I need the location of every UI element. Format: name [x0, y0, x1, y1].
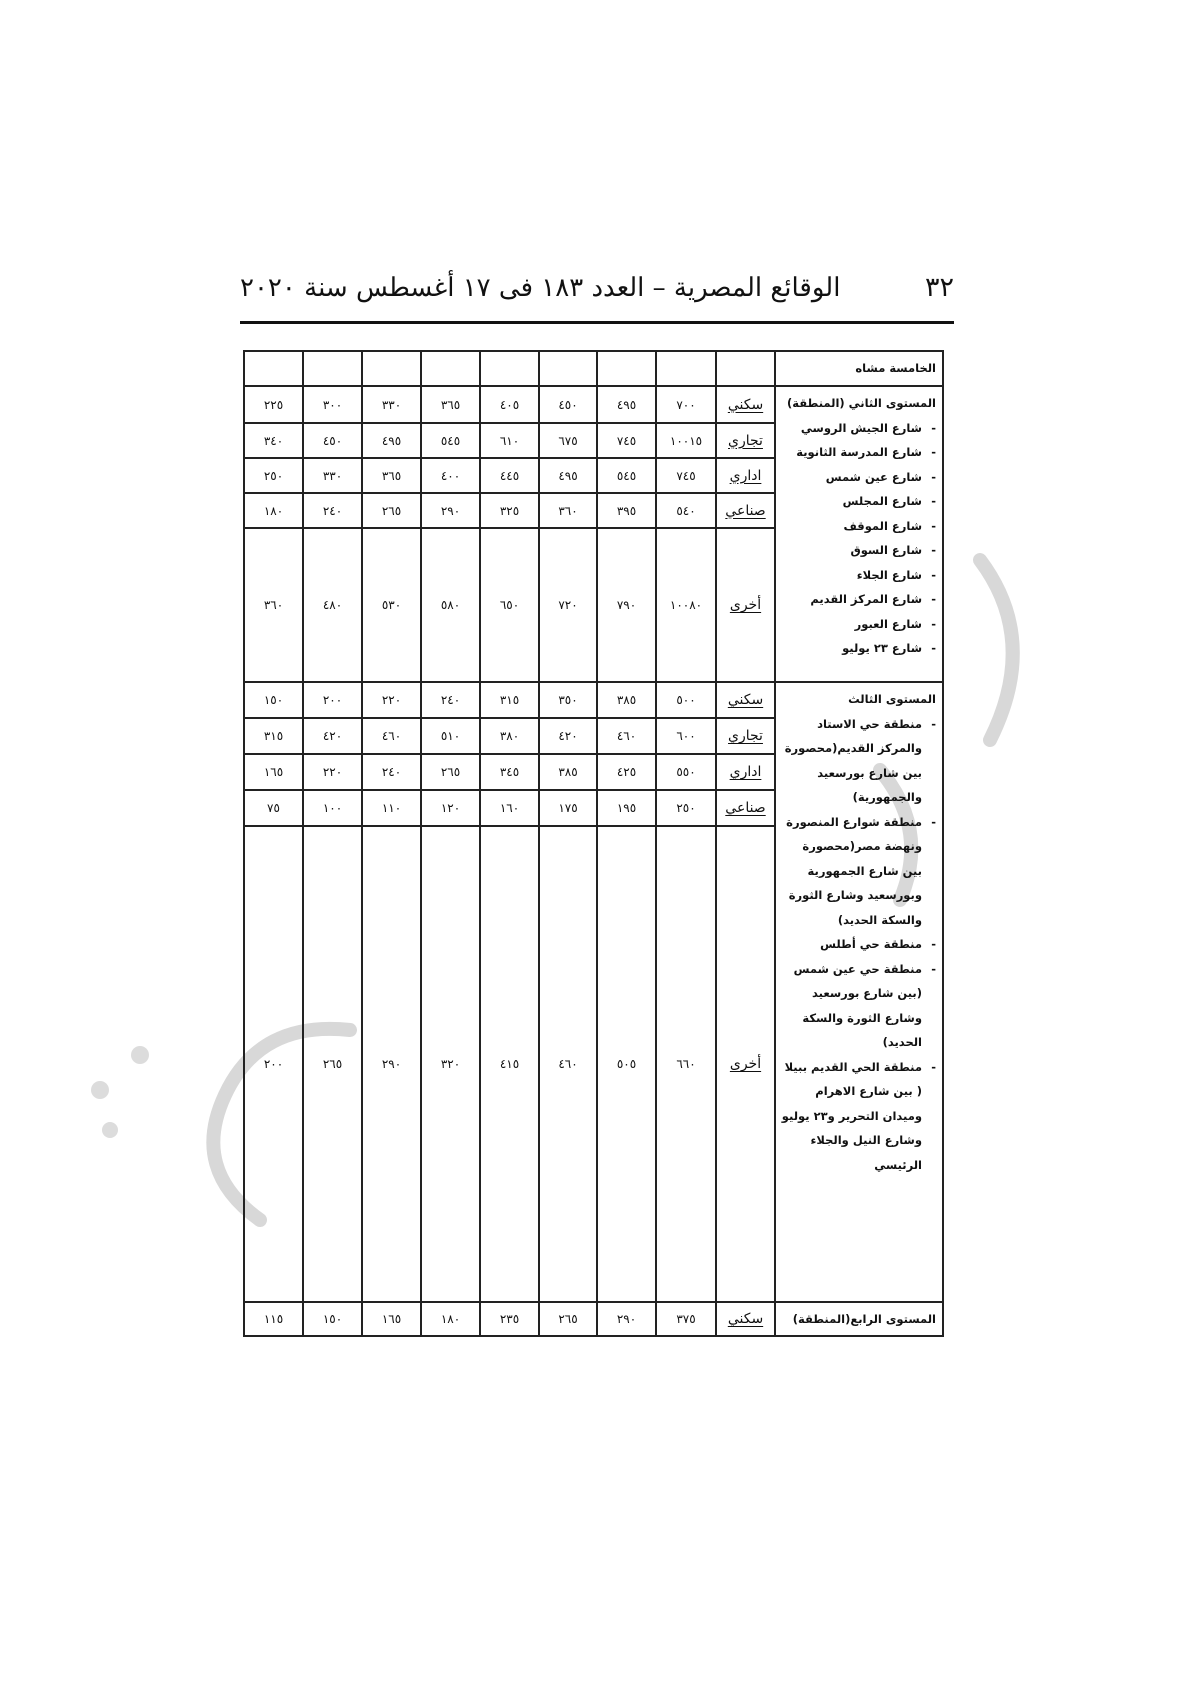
- value-cell: ٣٠٠: [303, 386, 362, 423]
- value-cell: ٢٤٠: [303, 493, 362, 528]
- value-cell: ٥٥٠: [656, 754, 716, 790]
- page-header: [240, 272, 954, 303]
- value-cell: ٣٦٠: [539, 493, 597, 528]
- value-cell: ٢٠٠: [303, 682, 362, 718]
- value-cell: ٤٦٠: [539, 826, 597, 1302]
- table-row: [244, 682, 943, 718]
- value-cell: ٧٤٥: [597, 423, 656, 458]
- value-cell: ١١٥: [244, 1302, 303, 1336]
- value-cell: ٢٤٠: [362, 754, 421, 790]
- value-cell: ٣٦٠: [244, 528, 303, 682]
- value-cell: ١٦٥: [244, 754, 303, 790]
- value-cell: ١٠٠١٥: [656, 423, 716, 458]
- zone-title: المستوى الرابع(المنطقة): [792, 1312, 936, 1326]
- value-cell: ٣٤٥: [480, 754, 539, 790]
- street-item: - شارع المركز القديم: [780, 587, 936, 612]
- value-cell: ١٢٠: [421, 790, 480, 826]
- header-rule: [240, 321, 954, 324]
- value-cell: ٢٥٠: [244, 458, 303, 493]
- value-cell: ٣٦٥: [421, 386, 480, 423]
- value-cell: ٤١٥: [480, 826, 539, 1302]
- value-cell: ٥٣٠: [362, 528, 421, 682]
- empty-cell: [480, 351, 539, 386]
- value-cell: ٦٦٠: [656, 826, 716, 1302]
- street-item: - شارع ٢٣ يوليو: [780, 636, 936, 661]
- value-cell: ٣٨٥: [597, 682, 656, 718]
- zone-title: المستوى الثالث: [848, 692, 936, 706]
- empty-cell: [303, 351, 362, 386]
- table-row: [244, 386, 943, 423]
- value-cell: ٦١٠: [480, 423, 539, 458]
- value-cell: ٣٨٠: [480, 718, 539, 754]
- value-cell: ٣٢٥: [480, 493, 539, 528]
- usage-type-cell: سكني: [716, 386, 775, 423]
- value-cell: ٢٢٥: [244, 386, 303, 423]
- value-cell: ٤٩٥: [362, 423, 421, 458]
- value-cell: ٤٢٠: [303, 718, 362, 754]
- value-cell: ٤٦٠: [362, 718, 421, 754]
- value-cell: ٥٤٠: [656, 493, 716, 528]
- value-cell: ٢٩٠: [597, 1302, 656, 1336]
- street-list: [780, 712, 936, 1178]
- usage-type-cell: سكني: [716, 682, 775, 718]
- value-cell: ٥٨٠: [421, 528, 480, 682]
- value-cell: ٢٩٠: [362, 826, 421, 1302]
- value-cell: ٤٦٠: [597, 718, 656, 754]
- value-cell: ٣٣٠: [303, 458, 362, 493]
- value-cell: ٢٦٥: [539, 1302, 597, 1336]
- value-cell: ١٠٠٨٠: [656, 528, 716, 682]
- usage-type-cell: أخرى: [716, 528, 775, 682]
- value-cell: ٦٧٥: [539, 423, 597, 458]
- value-cell: ١١٠: [362, 790, 421, 826]
- zone-cell: [775, 682, 943, 1302]
- street-item: - شارع الموقف: [780, 514, 936, 539]
- usage-type-cell: سكني: [716, 1302, 775, 1336]
- value-cell: ٢٢٠: [362, 682, 421, 718]
- empty-cell: [421, 351, 480, 386]
- value-cell: ٤٩٥: [597, 386, 656, 423]
- street-item: - منطقة حي عين شمس (بين شارع بورسعيد وشارع الثورة والسكة الحديد): [780, 957, 936, 1055]
- value-cell: ٢٦٥: [303, 826, 362, 1302]
- value-cell: ٧٢٠: [539, 528, 597, 682]
- street-item: - منطقة الحي القديم ببيلا ( بين شارع الاهرام وميدان التحرير و٢٣ يوليو وشارع النيل والجلاء الرئيسي: [780, 1055, 936, 1178]
- zone-cell: [775, 386, 943, 682]
- value-cell: ٤٤٥: [480, 458, 539, 493]
- value-cell: ٢٦٥: [362, 493, 421, 528]
- value-cell: ١٥٠: [303, 1302, 362, 1336]
- street-item: - منطقة شوارع المنصورة ونهضة مصر(محصورة بين شارع الجمهورية وبورسعيد وشارع الثورة والسكة الحديد): [780, 810, 936, 933]
- value-cell: ١٠٠: [303, 790, 362, 826]
- value-cell: ٣١٥: [480, 682, 539, 718]
- usage-type-cell: صناعي: [716, 790, 775, 826]
- value-cell: ٤٩٥: [539, 458, 597, 493]
- street-list: [780, 416, 936, 661]
- street-item: - شارع عين شمس: [780, 465, 936, 490]
- value-cell: ٧٤٥: [656, 458, 716, 493]
- value-cell: ١٨٠: [244, 493, 303, 528]
- value-cell: ٣٦٥: [362, 458, 421, 493]
- value-cell: ١٨٠: [421, 1302, 480, 1336]
- value-cell: ٤٥٠: [303, 423, 362, 458]
- street-item: - شارع المجلس: [780, 489, 936, 514]
- value-cell: ١٦٥: [362, 1302, 421, 1336]
- page-number: ٣٢: [924, 272, 954, 303]
- street-item: - شارع المدرسة الثانوية: [780, 440, 936, 465]
- value-cell: ٥٤٥: [421, 423, 480, 458]
- value-cell: ٥٤٥: [597, 458, 656, 493]
- value-cell: ٣٧٥: [656, 1302, 716, 1336]
- value-cell: ٢٤٠: [421, 682, 480, 718]
- street-item: - منطقة حي الاستاد والمركز القديم(محصورة بين شارع بورسعيد والجمهورية): [780, 712, 936, 810]
- value-cell: ٤٠٠: [421, 458, 480, 493]
- empty-cell: [716, 351, 775, 386]
- value-cell: ٢٠٠: [244, 826, 303, 1302]
- value-cell: ٣١٥: [244, 718, 303, 754]
- value-cell: ٣٢٠: [421, 826, 480, 1302]
- value-cell: ٣٣٠: [362, 386, 421, 423]
- value-cell: ١٦٠: [480, 790, 539, 826]
- value-cell: ٣٩٥: [597, 493, 656, 528]
- value-cell: ١٥٠: [244, 682, 303, 718]
- empty-cell: [362, 351, 421, 386]
- empty-cell: [656, 351, 716, 386]
- street-item: - شارع الجيش الروسي: [780, 416, 936, 441]
- value-cell: ٧٠٠: [656, 386, 716, 423]
- land-value-table: [243, 350, 944, 1337]
- value-cell: ٣٨٥: [539, 754, 597, 790]
- value-cell: ٢٢٠: [303, 754, 362, 790]
- usage-type-cell: اداري: [716, 754, 775, 790]
- value-cell: ٤٢٥: [597, 754, 656, 790]
- value-cell: ٤٨٠: [303, 528, 362, 682]
- usage-type-cell: صناعي: [716, 493, 775, 528]
- gazette-title: الوقائع المصرية – العدد ١٨٣ فى ١٧ أغسطس سنة ٢٠٢٠: [240, 272, 841, 303]
- zone-title: المستوى الثاني (المنطقة): [787, 396, 936, 410]
- value-cell: ٧٩٠: [597, 528, 656, 682]
- value-cell: ٢٩٠: [421, 493, 480, 528]
- top-label-cell: الخامسة مشاه: [775, 351, 943, 386]
- empty-cell: [597, 351, 656, 386]
- usage-type-cell: اداري: [716, 458, 775, 493]
- value-cell: ٥٠٥: [597, 826, 656, 1302]
- value-cell: ٢٣٥: [480, 1302, 539, 1336]
- value-cell: ٤٥٠: [539, 386, 597, 423]
- usage-type-cell: تجاري: [716, 423, 775, 458]
- street-item: - شارع العبور: [780, 612, 936, 637]
- value-cell: ١٩٥: [597, 790, 656, 826]
- value-cell: ٢٦٥: [421, 754, 480, 790]
- value-cell: ٢٥٠: [656, 790, 716, 826]
- street-item: - منطقة حي أطلس: [780, 932, 936, 957]
- value-cell: ٤٠٥: [480, 386, 539, 423]
- usage-type-cell: أخرى: [716, 826, 775, 1302]
- value-cell: ٣٤٠: [244, 423, 303, 458]
- zone-cell: [775, 1302, 943, 1336]
- value-cell: ٤٢٠: [539, 718, 597, 754]
- street-item: - شارع الجلاء: [780, 563, 936, 588]
- value-cell: ٧٥: [244, 790, 303, 826]
- usage-type-cell: تجاري: [716, 718, 775, 754]
- street-item: - شارع السوق: [780, 538, 936, 563]
- empty-cell: [539, 351, 597, 386]
- value-cell: ٦٠٠: [656, 718, 716, 754]
- empty-cell: [244, 351, 303, 386]
- table-row: [244, 1302, 943, 1336]
- value-cell: ٣٥٠: [539, 682, 597, 718]
- table-header-row: [244, 351, 943, 386]
- value-cell: ٦٥٠: [480, 528, 539, 682]
- value-cell: ٥١٠: [421, 718, 480, 754]
- value-cell: ١٧٥: [539, 790, 597, 826]
- value-cell: ٥٠٠: [656, 682, 716, 718]
